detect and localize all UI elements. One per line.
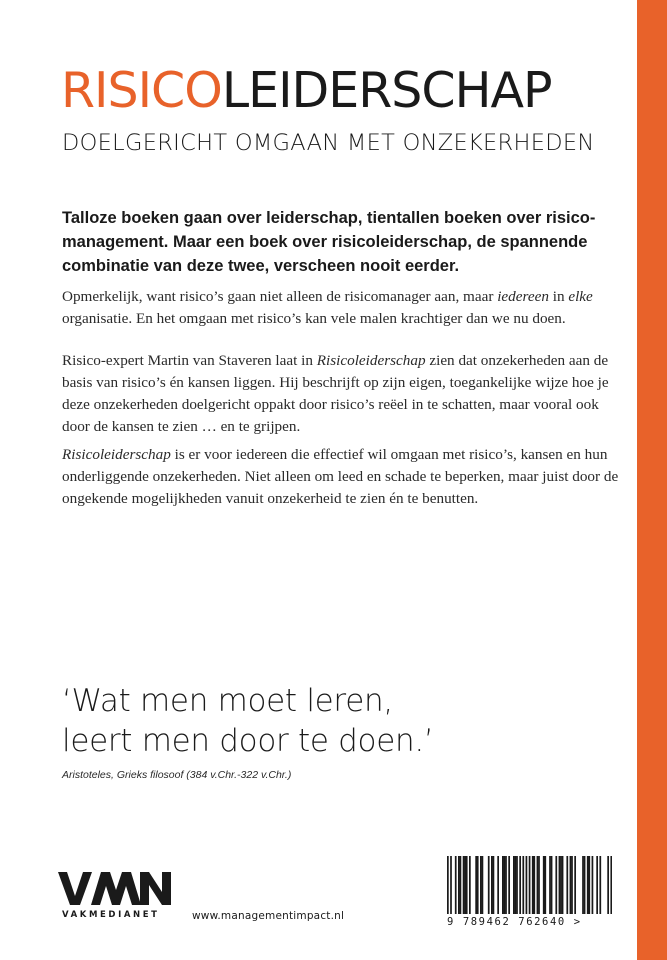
barcode-bar [493,856,495,914]
barcode-bar [519,856,521,914]
barcode-bar [463,856,465,914]
barcode-bar [599,856,601,914]
quote [62,681,433,761]
barcode-bar [596,856,598,914]
barcode-bar [560,856,562,914]
barcode-bar [555,856,557,914]
barcode-bar [588,856,590,914]
isbn-barcode [447,856,612,930]
barcode-bar [482,856,484,914]
orange-spine-band [637,0,667,960]
website-link[interactable]: www.managementimpact.nl [192,910,345,922]
barcode-bar [559,856,561,914]
barcode-bar [466,856,468,914]
book-subtitle: DOELGERICHT OMGAAN MET ONZEKERHEDEN [62,130,595,156]
barcode-bar [537,856,539,914]
barcode-bar [587,856,589,914]
barcode-bar [584,856,586,914]
barcode-bar [533,856,535,914]
barcode-bar [522,856,524,914]
barcode-bar [491,856,493,914]
barcode-bar [549,856,551,914]
barcode-bar [504,856,506,914]
publisher-name: VAKMEDIANET [62,910,160,920]
barcode-bar [458,856,460,914]
barcode-bar [570,856,572,914]
title-rest: LEIDERSCHAP [221,62,552,119]
barcode-bar [475,856,477,914]
barcode-bar [562,856,564,914]
isbn-number: 9 789462 762640 > [447,916,582,928]
barcode-bar [538,856,540,914]
blurb-paragraph-3: Risicoleiderschap is er voor iedereen die effectief wil omgaan met risico’s, kansen en hun onderliggende onzekerheden. Niet alleen om leed en schade te beperken, maar juist door de ongekende mogelijkheden vanuit onzekerheid te zien én te benutten. [62,446,619,507]
barcode-bar [610,856,612,914]
barcode-bar [529,856,531,914]
barcode-bar [532,856,534,914]
barcode-bar [488,856,490,914]
barcode-bar [607,856,609,914]
barcode-bar [574,856,576,914]
barcode-bar [477,856,479,914]
barcode-bar [571,856,573,914]
barcode-bar [516,856,518,914]
barcode-bar [502,856,504,914]
barcode-bar [513,856,515,914]
blurb-paragraph-1: Opmerkelijk, want risico’s gaan niet alleen de risicomanager aan, maar iedereen in elke organisatie. En het omgaan met risico’s kan vele malen krachtiger dan we nu doen. [62,288,593,327]
blurb-lead: Talloze boeken gaan over leiderschap, tientallen boeken over risico-management. Maar een boek over risicoleiderschap, de spannende combinatie van deze twee, verscheen nooit eerder. [62,209,596,275]
quote-line-1: ‘Wat men moet leren, [62,683,393,719]
barcode-bar [551,856,553,914]
book-title [61,63,552,119]
barcode-bar [515,856,517,914]
barcode-bar [460,856,462,914]
barcode-bar [505,856,507,914]
barcode-bar [544,856,546,914]
barcode-bar [508,856,510,914]
barcode-bar [543,856,545,914]
barcode-bar [582,856,584,914]
vmn-logo-icon [58,872,178,906]
barcode-bar [480,856,482,914]
barcode-bar [497,856,499,914]
barcode-bar [450,856,452,914]
barcode-bars [447,856,612,916]
title-accent: RISICO [61,62,222,119]
barcode-bar [592,856,594,914]
barcode-bar [464,856,466,914]
quote-attribution: Aristoteles, Grieks filosoof (384 v.Chr.-322 v.Chr.) [62,769,292,781]
quote-line-2: leert men door te doen.’ [62,723,434,759]
barcode-bar [526,856,528,914]
barcode-bar [469,856,471,914]
barcode-bar [455,856,457,914]
barcode-bar [566,856,568,914]
barcode-bar [447,856,449,914]
blurb-paragraph-2: Risico-expert Martin van Staveren laat in Risicoleiderschap zien dat onzekerheden aan de basis van risico’s én kansen liggen. Hij beschrijft op zijn eigen, toegankelijke wijze hoe je deze onzekerheden doelgericht oppakt door risico’s reëel in te schatten, maar vooral ook door de kansen te zien … en te grijpen. [62,352,609,435]
